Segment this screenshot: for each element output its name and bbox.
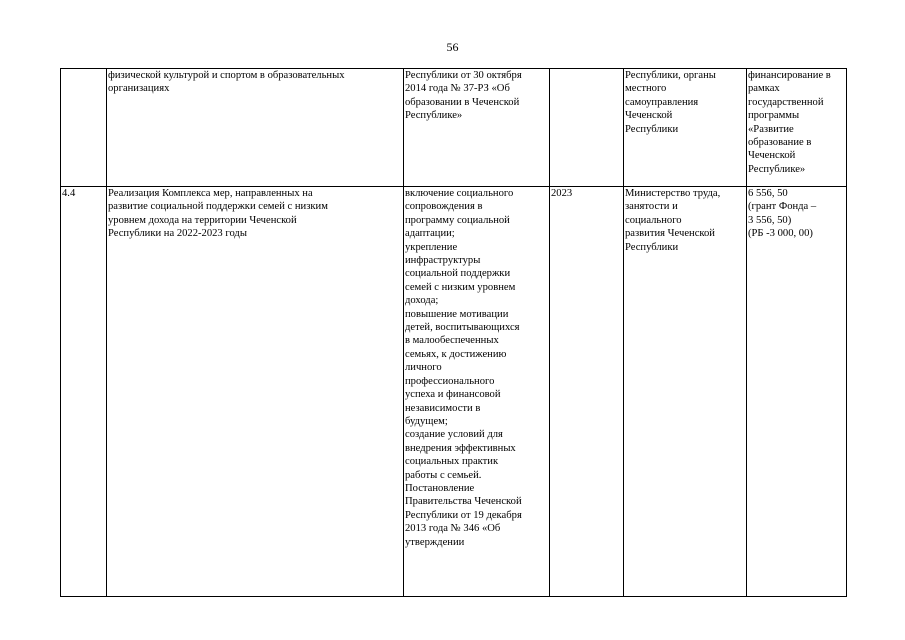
page-number: 56 [446,40,459,54]
measure-cell: Реализация Комплекса мер, направленных на развитие социальной поддержки семей с низким уровнем дохода на территории Чеченской Республики на 2022-2023 годы [107,187,404,597]
measures-table [60,68,847,597]
period-cell [550,69,624,187]
basis-cell: включение социального сопровождения в программу социальной адаптации; укрепление инфраструктуры социальной поддержки семей с низким уровнем дохода; повышение мотивации детей, воспитывающихся в малообеспеченных семьях, к достижению личного профессионального успеха и финансовой независимости в будущем; создание условий для внедрения эффективных социальных практик работы с семьей. Постановление Правительства Чеченской Республики от 19 декабря 2013 года № 346 «Об утверждении [404,187,550,597]
executor-cell: Министерство труда, занятости и социального развития Чеченской Республики [624,187,747,597]
measure-cell: физической культурой и спортом в образовательных организациях [107,69,404,187]
period-cell: 2023 [550,187,624,597]
table-row [61,187,847,597]
table-row [61,69,847,187]
row-number-cell: 4.4 [61,187,107,597]
funding-cell: 6 556, 50 (грант Фонда – 3 556, 50) (РБ -3 000, 00) [747,187,847,597]
executor-cell: Республики, органы местного самоуправления Чеченской Республики [624,69,747,187]
row-number-cell [61,69,107,187]
funding-cell: финансирование в рамках государственной программы «Развитие образование в Чеченской Республике» [747,69,847,187]
basis-cell: Республики от 30 октября 2014 года № 37-РЗ «Об образовании в Чеченской Республике» [404,69,550,187]
